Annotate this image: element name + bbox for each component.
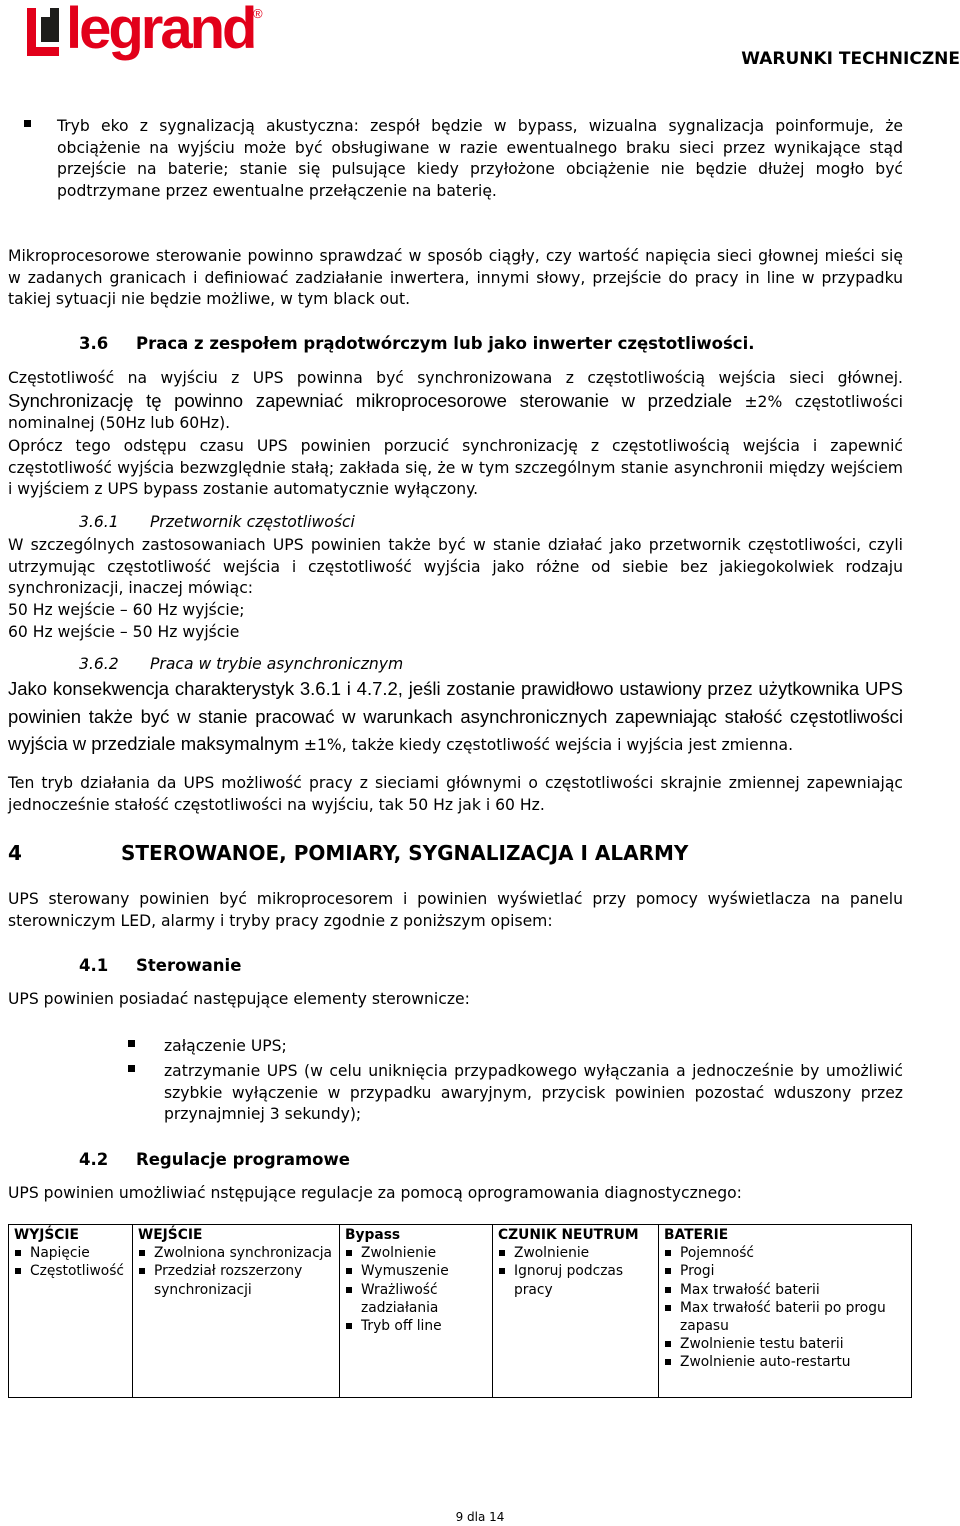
s362-end: ±1%, także kiedy częstotliwość wejścia i wyjścia jest zmienna. (303, 736, 794, 754)
list-item: Zwolnienie (345, 1244, 487, 1262)
section-4-title: STEROWANOE, POMIARY, SYGNALIZACJA I ALARMY (121, 841, 689, 865)
section-3-6-2-paragraph (8, 676, 903, 759)
section-3-6-1-paragraph: W szczególnych zastosowaniach UPS powinien także być w stanie działać jako przetwornik częstotliwości, czyli utrzymując częstotliwość wejścia i częstotliwość wyjścia jako różne od siebie bez jakiegokolwiek rodzaju synchronizacji, inaczej mówiąc: (8, 536, 903, 598)
section-4-paragraph: UPS sterowany powinien być mikroprocesorem i powinien wyświetlać przy pomocy wyświetlacza na panelu sterowniczym LED, alarmy i tryby pracy zgodnie z poniższym opisem: (8, 890, 903, 930)
section-4-1-number: 4.1 (79, 956, 109, 975)
list-item: Przedział rozszerzony synchronizacji (138, 1262, 334, 1298)
section-4-2-title: Regulacje programowe (136, 1150, 350, 1169)
legrand-logo: legrand (66, 0, 255, 61)
section-4-1-paragraph: UPS powinien posiadać następujące elementy sterownicze: (8, 990, 470, 1008)
section-4-number: 4 (8, 841, 22, 865)
column-header: WYJŚCIE (14, 1227, 79, 1243)
control-item-2: zatrzymanie UPS (w celu uniknięcia przypadkowego wyłączania a jednocześnie by umożliwić szybkie wyłączenie w przypadku awaryjnym, przycisk powinien pozostać wduszony przez przynajmniej 3 sekundy); (164, 1062, 903, 1124)
list-item: Max trwałość baterii po progu zapasu (664, 1299, 906, 1335)
section-4-2-number: 4.2 (79, 1150, 109, 1169)
list-item: Progi (664, 1262, 906, 1280)
list-item: Zwolnienie testu baterii (664, 1335, 906, 1353)
bullet-icon (24, 120, 31, 127)
section-3-6-paragraph (8, 368, 903, 435)
table-cell (659, 1225, 912, 1398)
list-item: Zwolniona synchronizacja (138, 1244, 334, 1262)
s36-p1: Częstotliwość na wyjściu z UPS powinna być synchronizowana z częstotliwością wejścia sieci głównej. (8, 369, 903, 387)
s36-p1-arial: Synchronizację tę powinno zapewniać mikroprocesorowe sterowanie w przedziale (8, 389, 733, 411)
column-header: WEJŚCIE (138, 1227, 203, 1243)
table-cell (9, 1225, 133, 1398)
list-item: Częstotliwość (14, 1262, 127, 1280)
section-3-6-number: 3.6 (79, 334, 109, 353)
s362-arial: Jako konsekwencja charakterystyk 3.6.1 i 4.7.2, jeśli zostanie prawidłowo ustawiony przez użytkownika UPS powinien także być w stanie pracować w warunkach asynchronicznych zapewniając stałość częstotliwości wyjścia w przedziale maksymalnym (8, 678, 903, 754)
table-cell (340, 1225, 493, 1398)
eco-mode-paragraph: Tryb eko z sygnalizacją akustyczna: zespół będzie w bypass, wizualna sygnalizacja poinformuje, że obciążenie na wyjściu może być obsługiwane w razie ewentualnego braku sieci przez wynikające stąd przejście na baterie; stanie się pulsujące kiedy przyłożone obciążenie nie będzie dłużej mogło być podtrzymane przez ewentualne przełączenie na baterię. (57, 117, 903, 201)
section-3-6-2-paragraph-2: Ten tryb działania da UPS możliwość pracy z sieciami głównymi o częstotliwości skrajnie zmiennej zapewniając jednocześnie stałość częstotliwości na wyjściu, tak 50 Hz jak i 60 Hz. (8, 774, 903, 814)
control-item-1: załączenie UPS; (164, 1037, 287, 1055)
table-cell (493, 1225, 659, 1398)
section-3-6-1-title: Przetwornik częstotliwości (150, 513, 355, 531)
column-header: CZUNIK NEUTRUM (498, 1227, 639, 1243)
list-item: Zwolnienie auto-restartu (664, 1353, 906, 1371)
legrand-logo-mark (27, 8, 59, 56)
page-number: 9 dla 14 (455, 1510, 505, 1524)
table-cell (133, 1225, 340, 1398)
section-4-1-title: Sterowanie (136, 956, 242, 975)
list-item: Pojemność (664, 1244, 906, 1262)
table-row (9, 1225, 912, 1398)
list-item: Napięcie (14, 1244, 127, 1262)
registered-mark: ® (253, 6, 263, 21)
column-header: Bypass (345, 1227, 401, 1243)
micro-paragraph: Mikroprocesorowe sterowanie powinno sprawdzać w sposób ciągły, czy wartość napięcia sieci głownej mieści się w zadanych granicach i definiować zadziałanie inwertera, innymi słowy, przejście do pracy in line w przypadku takiej sytuacji nie będzie możliwe, w tym black out. (8, 247, 903, 309)
list-item: Max trwałość baterii (664, 1281, 906, 1299)
list-item: Ignoruj podczas pracy (498, 1262, 653, 1298)
section-3-6-title: Praca z zespołem prądotwórczym lub jako inwerter częstotliwości. (136, 334, 755, 353)
document-title: WARUNKI TECHNICZNE (741, 49, 960, 69)
bullet-icon (128, 1065, 135, 1072)
list-item: Tryb off line (345, 1317, 487, 1335)
s36-p1-end: ±2% częstotliwości nominalnej (50Hz lub 60Hz). (8, 392, 903, 433)
bullet-icon (128, 1040, 135, 1047)
section-4-2-paragraph: UPS powinien umożliwiać nstępujące regulacje za pomocą oprogramowania diagnostycznego: (8, 1184, 742, 1202)
frequency-line-2: 60 Hz wejście – 50 Hz wyjście (8, 623, 240, 641)
section-3-6-paragraph-2: Oprócz tego odstępu czasu UPS powinien porzucić synchronizację z częstotliwością wejścia i zapewnić częstotliwość wyjścia bezwzględnie stałą; zakłada się, że w tym szczególnym stanie asynchronii między wejściem i wyjściem z UPS bypass zostanie automatycznie wyłączony. (8, 437, 903, 499)
column-header: BATERIE (664, 1227, 729, 1243)
settings-table (8, 1224, 912, 1398)
list-item: Zwolnienie (498, 1244, 653, 1262)
frequency-line-1: 50 Hz wejście – 60 Hz wyjście; (8, 601, 245, 619)
section-3-6-1-number: 3.6.1 (79, 513, 119, 531)
section-3-6-2-number: 3.6.2 (79, 655, 119, 673)
section-3-6-2-title: Praca w trybie asynchronicznym (150, 655, 404, 673)
list-item: Wymuszenie (345, 1262, 487, 1280)
list-item: Wrażliwość zadziałania (345, 1281, 487, 1317)
